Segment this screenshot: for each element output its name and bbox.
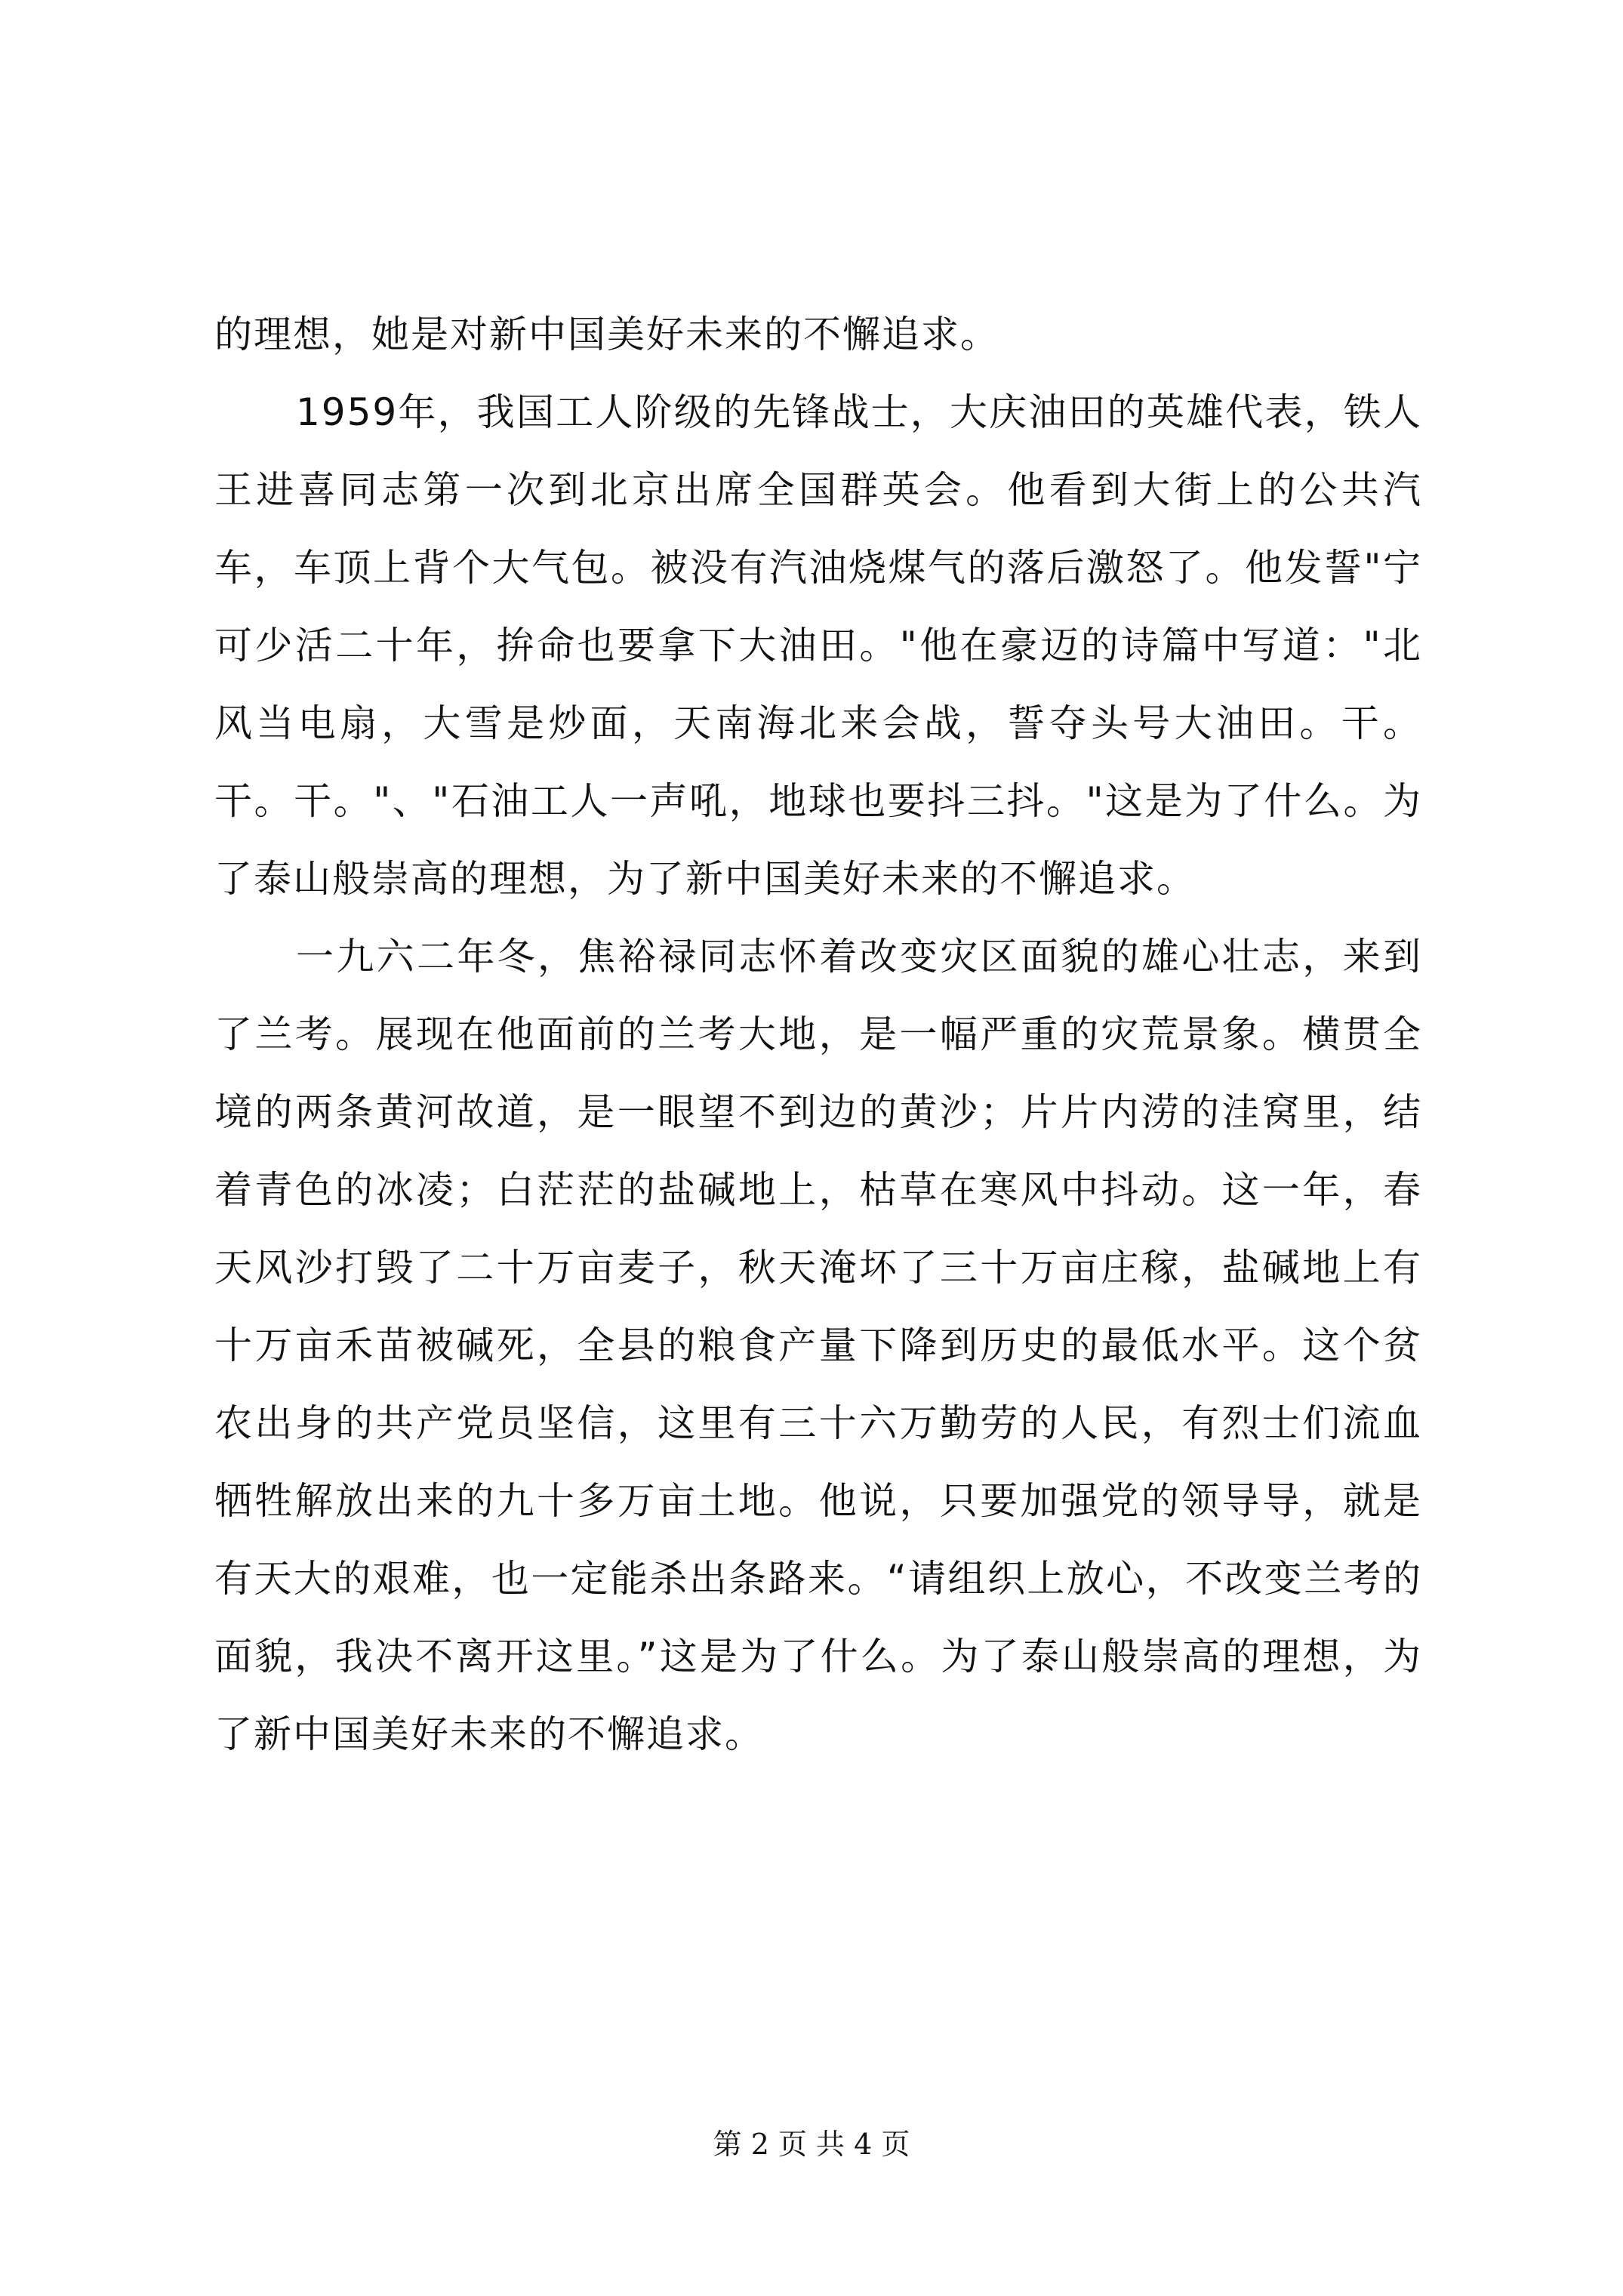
- paragraph-3: 一九六二年冬，焦裕禄同志怀着改变灾区面貌的雄心壮志，来到了兰考。展现在他面前的兰考大地，是一幅严重的灾荒景象。横贯全境的两条黄河故道，是一眼望不到边的黄沙；片片内涝的洼窝里，结着青色的冰凌；白茫茫的盐碱地上，枯草在寒风中抖动。这一年，春天风沙打毁了二十万亩麦子，秋天淹坏了三十万亩庄稼，盐碱地上有十万亩禾苗被碱死，全县的粮食产量下降到历史的最低水平。这个贫农出身的共产党员坚信，这里有三十六万勤劳的人民，有烈士们流血牺牲解放出来的九十多万亩土地。他说，只要加强党的领导导，就是有天大的艰难，也一定能杀出条路来。“请组织上放心，不改变兰考的面貌，我决不离开这里。”这是为了什么。为了泰山般崇高的理想，为了新中国美好未来的不懈追求。: [214, 935, 1422, 1756]
- paragraph-2: 1959年，我国工人阶级的先锋战士，大庆油田的英雄代表，铁人王进喜同志第一次到北京出席全国群英会。他看到大街上的公共汽车，车顶上背个大气包。被没有汽油烧煤气的落后激怒了。他发誓"宁可少活二十年，拚命也要拿下大油田。"他在豪迈的诗篇中写道："北风当电扇，大雪是炒面，天南海北来会战，誓夺头号大油田。干。干。干。"、"石油工人一声吼，地球也要抖三抖。"这是为了什么。为了泰山般崇高的理想，为了新中国美好未来的不懈追求。: [214, 390, 1422, 901]
- document-body: [214, 296, 1422, 1774]
- page-number-footer: 第 2 页 共 4 页: [713, 2128, 910, 2161]
- paragraph-1: 的理想，她是对新中国美好未来的不懈追求。: [214, 313, 999, 356]
